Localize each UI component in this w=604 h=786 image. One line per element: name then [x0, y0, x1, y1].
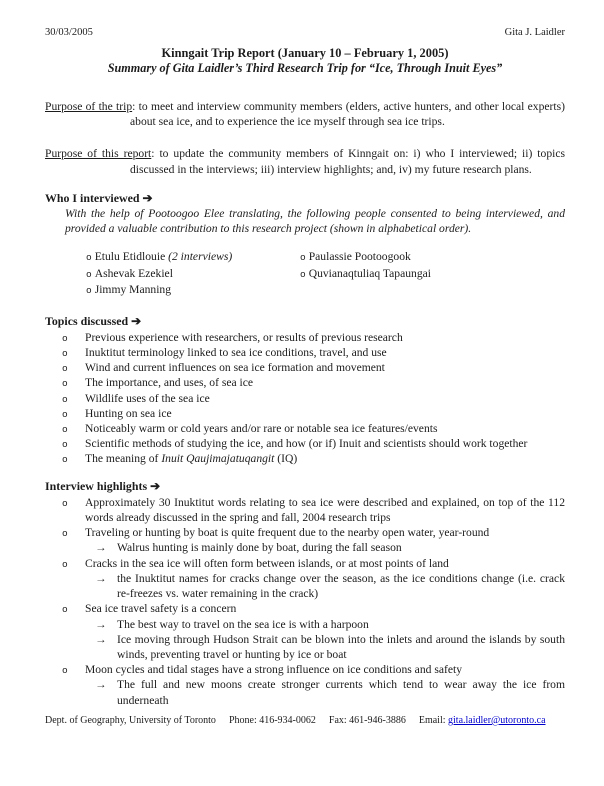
- footer-phone: Phone: 416-934-0062: [228, 714, 316, 726]
- text: Paulassie Pootoogook: [308, 250, 411, 264]
- purpose-of-report-text: : to update the community members of Kinngait on: i) who I interviewed; ii) topics discussed in the interviews; iii) interview highlights; and, iv) my future research plans.: [130, 147, 565, 176]
- list-item-text: [85, 392, 210, 405]
- circle-bullet-icon: o: [62, 665, 68, 677]
- highlight-item: [45, 601, 565, 616]
- interviewee-column-2: [300, 249, 565, 298]
- circle-bullet-icon: o: [62, 378, 68, 390]
- interviewee-item: [300, 266, 565, 282]
- text: Ashevak Ezekiel: [94, 266, 173, 280]
- interviewee-item: [86, 282, 300, 298]
- page-subtitle: Summary of Gita Laidler’s Third Research Trip for “Ice, Through Inuit Eyes”: [107, 61, 503, 75]
- list-item-text: [117, 541, 402, 554]
- interviewee-name: [309, 267, 431, 280]
- list-item-text: [85, 361, 385, 374]
- highlights-heading-text: Interview highlights: [45, 478, 148, 493]
- purpose-of-trip-label: Purpose of the trip: [45, 100, 133, 113]
- highlight-sub-item: [45, 677, 565, 707]
- list-item-text: [85, 407, 172, 420]
- topic-item: [45, 330, 565, 345]
- interviewee-item: [86, 249, 300, 265]
- arrow-icon: →: [95, 632, 107, 646]
- page-footer: [45, 715, 565, 727]
- list-item-text: [85, 557, 449, 570]
- arrow-icon: →: [95, 617, 107, 631]
- list-item-text: [85, 496, 565, 524]
- topic-item: [45, 391, 565, 406]
- list-item-text: [85, 452, 297, 465]
- arrow-icon: →: [95, 571, 107, 585]
- text: Scientific methods of studying the ice, and how (or if) Inuit and scientists should work together: [85, 437, 528, 451]
- text: Moon cycles and tidal stages have a strong influence on ice conditions and safety: [85, 663, 463, 677]
- circle-bullet-icon: o: [62, 454, 68, 466]
- purpose-of-trip-paragraph: [45, 99, 565, 129]
- circle-bullet-icon: o: [62, 604, 68, 616]
- italic-text: Inuit Qaujimajatuqangit: [161, 452, 275, 466]
- highlight-item: [45, 495, 565, 525]
- circle-bullet-icon: o: [62, 558, 68, 570]
- highlight-sub-item: [45, 571, 565, 601]
- arrow-icon: ➔: [142, 190, 153, 205]
- circle-bullet-icon: o: [62, 348, 68, 360]
- text: The best way to travel on the sea ice is with a harpoon: [117, 617, 369, 631]
- circle-bullet-icon: o: [62, 497, 68, 509]
- text: Hunting on sea ice: [85, 406, 172, 420]
- topic-item: [45, 360, 565, 375]
- purpose-of-report-label: Purpose of this report: [45, 147, 152, 161]
- topics-list: [45, 330, 565, 467]
- purpose-of-trip-text: : to meet and interview community members (elders, active hunters, and other local experts) about sea ice, and to experience the ice myself through sea ice trips.: [130, 100, 566, 129]
- highlights-list: [45, 495, 565, 708]
- list-item-text: [85, 331, 403, 344]
- section-heading-who-interviewed: [45, 191, 565, 206]
- header-date: 30/03/2005: [45, 27, 93, 38]
- circle-bullet-icon: o: [62, 424, 68, 436]
- text: The full and new moons create stronger currents which tend to wear away the ice from underneath: [117, 678, 565, 707]
- circle-bullet-icon: o: [62, 363, 68, 375]
- circle-bullet-icon: o: [300, 252, 306, 264]
- list-item-text: [85, 663, 462, 676]
- circle-bullet-icon: o: [86, 285, 92, 297]
- email-link[interactable]: gita.laidler@utoronto.ca: [448, 714, 546, 726]
- highlight-sub-item: [45, 632, 565, 662]
- list-item-text: [85, 437, 527, 450]
- text: (IQ): [274, 452, 298, 466]
- circle-bullet-icon: o: [62, 332, 68, 344]
- highlight-item: [45, 662, 565, 677]
- who-interviewed-intro: With the help of Pootoogoo Elee translating, the following people consented to being interviewed, and provided a valuable contribution to this research project (shown in alphabetical order).: [65, 207, 565, 236]
- text: Etulu Etidlouie: [94, 250, 169, 264]
- list-item-text: [117, 678, 565, 706]
- list-item-text: [117, 572, 565, 600]
- text: The importance, and uses, of sea ice: [85, 376, 254, 390]
- section-heading-topics: [45, 314, 565, 329]
- circle-bullet-icon: o: [62, 408, 68, 420]
- text: Noticeably warm or cold years and/or rare or notable sea ice features/events: [85, 422, 438, 436]
- interviewee-item: [86, 266, 300, 282]
- interviewee-name: [95, 283, 171, 296]
- who-interviewed-heading-text: Who I interviewed: [45, 190, 140, 205]
- list-item-text: [85, 376, 253, 389]
- list-item-text: [85, 602, 236, 615]
- section-heading-highlights: [45, 479, 565, 494]
- list-item-text: [85, 346, 387, 359]
- text: Walrus hunting is mainly done by boat, during the fall season: [117, 541, 402, 555]
- text: the Inuktitut names for cracks change over the season, as the ice conditions change (i.e. crack re-freezes vs. water remaining in the crack): [117, 571, 565, 601]
- interviewee-name: [95, 267, 173, 280]
- interviewee-name: [309, 250, 411, 263]
- topic-item: [45, 451, 565, 466]
- circle-bullet-icon: o: [86, 268, 92, 280]
- text: Ice moving through Hudson Strait can be blown into the inlets and around the islands by south winds, preventing travel or hunting by ice or boat: [117, 632, 565, 661]
- circle-bullet-icon: o: [300, 268, 306, 280]
- text: Inuktitut terminology linked to sea ice conditions, travel, and use: [85, 346, 387, 360]
- circle-bullet-icon: o: [62, 393, 68, 405]
- circle-bullet-icon: o: [62, 439, 68, 451]
- page-header: [45, 26, 565, 39]
- list-item-text: [117, 618, 369, 631]
- circle-bullet-icon: o: [62, 528, 68, 540]
- text: Jimmy Manning: [94, 283, 172, 297]
- topics-heading-text: Topics discussed: [45, 313, 129, 328]
- topic-item: [45, 436, 565, 451]
- interviewee-name: [95, 250, 233, 263]
- topic-item: [45, 406, 565, 421]
- text: Cracks in the sea ice will often form between islands, or at most points of land: [85, 556, 449, 570]
- text: The meaning of: [85, 452, 162, 466]
- footer-dept: Dept. of Geography, University of Toronto: [45, 714, 216, 726]
- list-item-text: [117, 633, 565, 661]
- arrow-icon: ➔: [131, 313, 142, 328]
- topic-item: [45, 345, 565, 360]
- interviewee-list: [45, 249, 565, 298]
- header-author: Gita J. Laidler: [504, 27, 565, 38]
- text: Wind and current influences on sea ice formation and movement: [85, 361, 385, 375]
- text: Wildlife uses of the sea ice: [85, 391, 210, 405]
- highlight-sub-item: [45, 540, 565, 555]
- list-item-text: [85, 526, 489, 539]
- purpose-of-report-paragraph: [45, 146, 565, 176]
- highlight-item: [45, 556, 565, 571]
- list-item-text: [85, 422, 437, 435]
- text: Previous experience with researchers, or results of previous research: [85, 330, 403, 344]
- footer-fax: Fax: 461-946-3886: [328, 714, 406, 726]
- text: Quvianaqtuliaq Tapaungai: [308, 266, 431, 280]
- circle-bullet-icon: o: [86, 252, 92, 264]
- topic-item: [45, 375, 565, 390]
- highlight-item: [45, 525, 565, 540]
- topic-item: [45, 421, 565, 436]
- interviewee-item: [300, 249, 565, 265]
- text: Sea ice travel safety is a concern: [85, 602, 237, 616]
- text: Traveling or hunting by boat is quite frequent due to the nearby open water, year-round: [85, 526, 490, 540]
- footer-email-label: Email:: [418, 714, 446, 726]
- interviewee-column-1: [86, 249, 300, 298]
- text: Approximately 30 Inuktitut words relating to sea ice were described and explained, on top of the 112 words already discussed in the spring and fall, 2004 research trips: [85, 495, 565, 525]
- highlight-sub-item: [45, 617, 565, 632]
- arrow-icon: →: [95, 678, 107, 692]
- page-title: Kinngait Trip Report (January 10 – February 1, 2005): [161, 46, 449, 60]
- arrow-icon: ➔: [150, 478, 161, 493]
- italic-text: (2 interviews): [168, 250, 233, 264]
- arrow-icon: →: [95, 541, 107, 555]
